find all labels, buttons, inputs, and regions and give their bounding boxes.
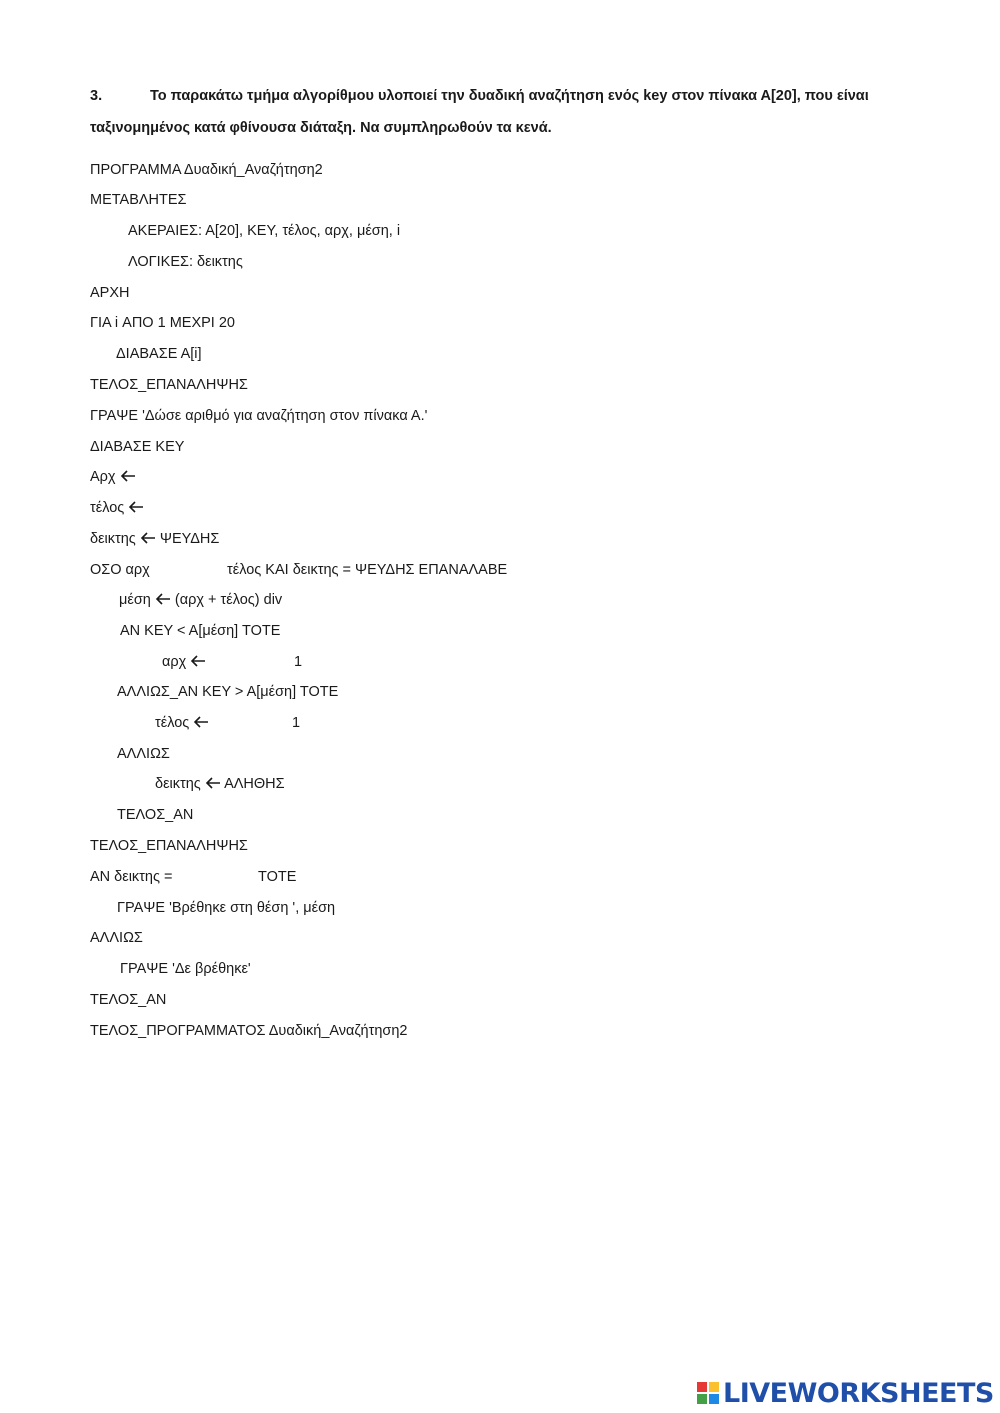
- watermark-text: LIVEWORKSHEETS: [723, 1377, 994, 1409]
- else-line: ΑΛΛΙΩΣ: [117, 746, 170, 762]
- if-flag-line: ΑΝ δεικτης =: [90, 869, 173, 885]
- start-update-constant: 1: [294, 654, 303, 670]
- liveworksheets-watermark: [697, 1378, 994, 1408]
- end-if-inner-line: ΤΕΛΟΣ_ΑΝ: [117, 807, 194, 823]
- begin-line: ΑΡΧΗ: [90, 285, 130, 301]
- write-prompt-line: ΓΡΑΨΕ 'Δώσε αριθμό για αναζήτηση στον πίνακα Α.': [90, 408, 428, 424]
- flag-variable: δεικτης: [90, 531, 136, 547]
- end-if-outer-line: ΤΕΛΟΣ_ΑΝ: [90, 992, 167, 1008]
- write-not-found-line: ΓΡΑΨΕ 'Δε βρέθηκε': [120, 961, 251, 977]
- end-loop-line: ΤΕΛΟΣ_ΕΠΑΝΑΛΗΨΗΣ: [90, 377, 248, 393]
- flag-variable: δεικτης: [155, 776, 201, 792]
- variables-header: ΜΕΤΑΒΛΗΤΕΣ: [90, 192, 187, 208]
- question-heading: [90, 80, 920, 144]
- left-arrow-icon: [128, 501, 144, 513]
- liveworksheets-logo-icon: [697, 1382, 719, 1404]
- if-flag-then: ΤΟΤΕ: [258, 869, 297, 885]
- mid-variable: μέση: [119, 592, 151, 608]
- logical-declarations: ΛΟΓΙΚΕΣ: δεικτης: [128, 254, 243, 270]
- while-condition-text: τέλος ΚΑΙ δεικτης = ΨΕΥΔΗΣ ΕΠΑΝΑΛΑΒΕ: [227, 562, 508, 578]
- start-variable: αρχ: [162, 654, 187, 670]
- end-variable: τέλος: [155, 715, 190, 731]
- assign-end-line: [90, 498, 144, 518]
- else-if-greater-line: ΑΛΛΙΩΣ_ΑΝ ΚΕΥ > Α[μέση] ΤΟΤΕ: [117, 684, 339, 700]
- write-found-line: ΓΡΑΨΕ 'Βρέθηκε στη θέση ', μέση: [117, 900, 336, 916]
- left-arrow-icon: [140, 532, 156, 544]
- while-start-text: ΟΣΟ αρχ: [90, 562, 150, 578]
- end-update-constant: 1: [292, 715, 301, 731]
- if-less-line: ΑΝ ΚΕΥ < Α[μέση] ΤΟΤΕ: [120, 623, 281, 639]
- flag-true-line: [155, 774, 285, 794]
- flag-true-value: ΑΛΗΘΗΣ: [224, 776, 285, 792]
- left-arrow-icon: [120, 470, 136, 482]
- assign-start-line: [90, 467, 136, 487]
- end-program-line: ΤΕΛΟΣ_ΠΡΟΓΡΑΜΜΑΤΟΣ Δυαδική_Αναζήτηση2: [90, 1023, 408, 1039]
- left-arrow-icon: [205, 777, 221, 789]
- left-arrow-icon: [155, 593, 171, 605]
- end-while-line: ΤΕΛΟΣ_ΕΠΑΝΑΛΗΨΗΣ: [90, 838, 248, 854]
- question-number: 3.: [90, 88, 103, 104]
- else-outer-line: ΑΛΛΙΩΣ: [90, 930, 143, 946]
- start-variable: Αρχ: [90, 469, 116, 485]
- program-header: ΠΡΟΓΡΑΜΜΑ Δυαδική_Αναζήτηση2: [90, 162, 323, 178]
- for-loop-line: ΓΙΑ i ΑΠΟ 1 ΜΕΧΡΙ 20: [90, 315, 235, 331]
- end-update-line: [155, 713, 209, 733]
- end-variable: τέλος: [90, 500, 125, 516]
- integer-declarations: ΑΚΕΡΑΙΕΣ: Α[20], ΚΕΥ, τέλος, αρχ, μέση, i: [128, 223, 401, 239]
- left-arrow-icon: [190, 655, 206, 667]
- while-line: [90, 560, 150, 580]
- read-key-line: ΔΙΑΒΑΣΕ ΚΕΥ: [90, 439, 185, 455]
- read-array-line: ΔΙΑΒΑΣΕ Α[i]: [116, 346, 202, 362]
- mid-expression: (αρχ + τέλος) div: [174, 592, 283, 608]
- flag-value: ΨΕΥΔΗΣ: [159, 531, 220, 547]
- question-text: Το παρακάτω τμήμα αλγορίθμου υλοποιεί την δυαδική αναζήτηση ενός key στον πίνακα Α[20], που είναι ταξινομημένος κατά φθίνουσα διάταξη. Να συμπληρωθούν τα κενά.: [90, 88, 869, 136]
- left-arrow-icon: [193, 716, 209, 728]
- assign-flag-line: [90, 529, 219, 549]
- mid-assign-line: [119, 590, 282, 610]
- start-update-line: [162, 652, 206, 672]
